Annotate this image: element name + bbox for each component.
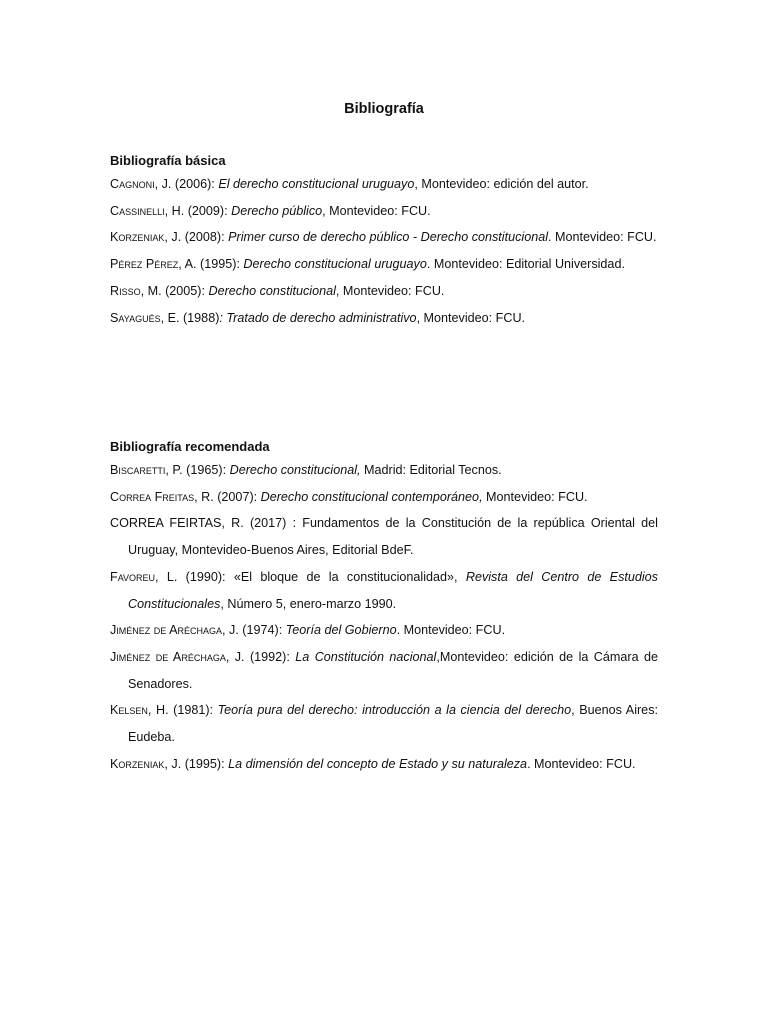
entry-year: (1992): <box>244 649 296 664</box>
entry-year: (1995): <box>181 756 229 771</box>
entry-title: La Constitución nacional <box>295 649 437 664</box>
entry-year: (2006): <box>171 177 219 191</box>
bibliography-entry <box>110 305 658 332</box>
bibliography-entry <box>110 457 658 484</box>
entry-title: : Tratado de derecho administrativo <box>219 310 417 325</box>
entry-year: (1988) <box>179 310 220 325</box>
entry-author: Favoreu, L. <box>110 569 178 584</box>
bibliography-entry <box>110 510 658 563</box>
recommended-bibliography-heading: Bibliografía recomendada <box>110 439 270 454</box>
basic-bibliography-section <box>110 150 658 331</box>
entry-author: Biscaretti, P. <box>110 463 183 477</box>
entry-title: Revista del Centro de Estudios Constitucionales <box>128 569 658 611</box>
entry-author: Cassinelli, H. <box>110 203 185 218</box>
entry-year: (1990): «El bloque de la constitucionalidad», <box>177 569 466 584</box>
entry-author: Korzeniak, J. <box>110 756 182 771</box>
bibliography-entry <box>110 251 658 278</box>
entry-year: (2017) : Fundamentos de la Constitución de la república Oriental del Uruguay, Montevideo-Buenos Aires, Editorial BdeF. <box>128 516 658 558</box>
bibliography-entry <box>110 484 658 511</box>
bibliography-entry <box>110 564 658 617</box>
page-title: Bibliografía <box>344 101 424 117</box>
entry-publisher: . Montevideo: FCU. <box>527 756 636 771</box>
bibliography-entry <box>110 644 658 697</box>
bibliography-entry <box>110 198 658 225</box>
bibliography-entry <box>110 224 658 251</box>
entry-publisher: Madrid: Editorial Tecnos. <box>360 463 502 477</box>
entry-publisher: , Montevideo: FCU. <box>322 203 431 218</box>
entry-title: Derecho público <box>231 203 323 218</box>
entry-title: Derecho constitucional contemporáneo, <box>260 489 483 504</box>
bibliography-entry <box>110 278 658 305</box>
entry-author: Jiménez de Aréchaga, J. <box>110 649 245 664</box>
entry-title: Derecho constitucional, <box>229 463 361 477</box>
entry-year: (1974): <box>238 623 286 638</box>
entry-author: Korzeniak, J. <box>110 230 182 245</box>
entry-publisher: , Montevideo: FCU. <box>335 283 445 298</box>
entry-title: Teoría del Gobierno <box>285 623 397 638</box>
bibliography-entry <box>110 697 658 750</box>
entry-year: (2005): <box>161 283 209 298</box>
bibliography-entry <box>110 751 658 778</box>
entry-title: El derecho constitucional uruguayo <box>218 177 415 191</box>
entry-year: (1965): <box>182 463 230 477</box>
entry-title: Derecho constitucional uruguayo <box>243 257 427 272</box>
entry-title: Derecho constitucional <box>208 283 336 298</box>
entry-year: (2008): <box>181 230 229 245</box>
entry-author: Kelsen, H. <box>110 703 169 718</box>
entry-author: Sayagués, E. <box>110 310 180 325</box>
bibliography-entry <box>110 171 658 198</box>
entry-publisher: . Montevideo: Editorial Universidad. <box>426 257 625 272</box>
entry-author: Risso, M. <box>110 283 162 298</box>
entry-year: (2009): <box>184 203 232 218</box>
entry-publisher: , Montevideo: FCU. <box>416 310 526 325</box>
entry-author: Pérez Pérez, A. <box>110 257 197 272</box>
entry-publisher: . Montevideo: FCU. <box>548 230 657 245</box>
entry-publisher: ,Montevideo: edición de la Cámara de Senadores. <box>128 649 658 691</box>
entry-publisher: , Montevideo: edición del autor. <box>414 177 589 191</box>
basic-bibliography-heading: Bibliografía básica <box>110 153 226 168</box>
bibliography-entry <box>110 617 658 644</box>
entry-publisher: Montevideo: FCU. <box>482 489 588 504</box>
entry-year: (2007): <box>213 489 261 504</box>
entry-author: Cagnoni, J. <box>110 177 172 191</box>
entry-title: Teoría pura del derecho: introducción a la ciencia del derecho <box>217 703 572 718</box>
entry-author: Correa Freitas, R. <box>110 489 214 504</box>
entry-title: La dimensión del concepto de Estado y su naturaleza <box>228 756 528 771</box>
entry-author: Jiménez de Aréchaga, J. <box>110 623 239 638</box>
entry-author: CORREA FEIRTAS, R. <box>110 516 244 531</box>
entry-title: Primer curso de derecho público - Derecho constitucional <box>228 230 549 245</box>
recommended-bibliography-section <box>110 436 658 777</box>
entry-year: (1995): <box>196 257 244 272</box>
entry-publisher: , Número 5, enero-marzo 1990. <box>220 596 397 611</box>
entry-publisher: , Buenos Aires: Eudeba. <box>128 703 658 745</box>
entry-publisher: . Montevideo: FCU. <box>396 623 506 638</box>
entry-year: (1981): <box>168 703 218 718</box>
